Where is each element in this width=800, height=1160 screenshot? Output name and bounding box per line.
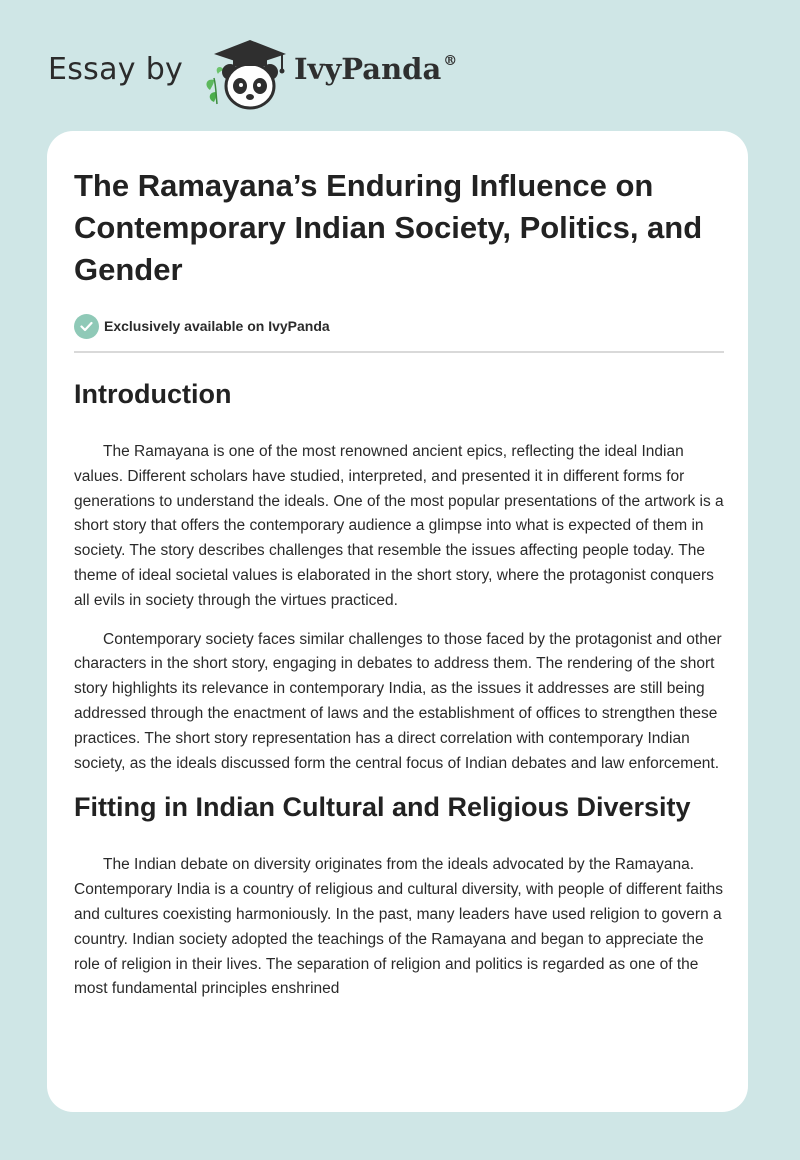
section-heading: Introduction xyxy=(74,379,232,409)
panda-graduation-cap-icon xyxy=(200,34,290,114)
section-heading: Fitting in Indian Cultural and Religious Diversity xyxy=(74,792,691,823)
title-divider xyxy=(74,351,724,353)
essay-content xyxy=(74,165,724,1002)
exclusive-badge xyxy=(74,313,724,339)
paragraph: The Indian debate on diversity originates from the ideals advocated by the Ramayana. Contemporary India is a country of religious and cultural diversity, with people of different faiths and cultures coexisting harmoniously. In the past, many leaders have used religion to govern a country. Indian society adopted the teachings of the Ramayana and began to appreciate the role of religion in their lives. The separation of religion and politics is regarded as one of the most fundamental principles enshrined xyxy=(74,856,724,998)
paragraph: The Ramayana is one of the most renowned ancient epics, reflecting the ideal Indian values. Different scholars have studied, interpreted, and presented it in different forms for generations to understand the ideals. One of the most popular presentations of the artwork is a short story that offers the contemporary audience a glimpse into what is expected of them in society. The story describes challenges that resemble the issues affecting people today. The theme of ideal societal values is elaborated in the short story, where the protagonist conquers all evils in society through the virtues practiced. xyxy=(74,443,724,609)
check-circle-icon xyxy=(74,314,99,339)
brand-header[interactable] xyxy=(48,34,468,114)
badge-text: Exclusively available on IvyPanda xyxy=(104,318,330,334)
essay-card xyxy=(47,131,748,1112)
essay-title: The Ramayana’s Enduring Influence on Contemporary Indian Society, Politics, and Gender xyxy=(74,168,703,287)
brand-prefix: Essay by xyxy=(48,52,184,87)
paragraph: Contemporary society faces similar challenges to those faced by the protagonist and other characters in the short story, engaging in debates to address them. The rendering of the short story highlights its relevance in contemporary India, as the issues it addresses are still being addressed through the enactment of laws and the establishment of offices to strengthen these practices. The short story representation has a direct correlation with contemporary Indian society, as the ideals discussed form the central focus of Indian debates and law enforcement. xyxy=(74,630,722,772)
brand-name: IvyPanda ® xyxy=(294,52,458,86)
